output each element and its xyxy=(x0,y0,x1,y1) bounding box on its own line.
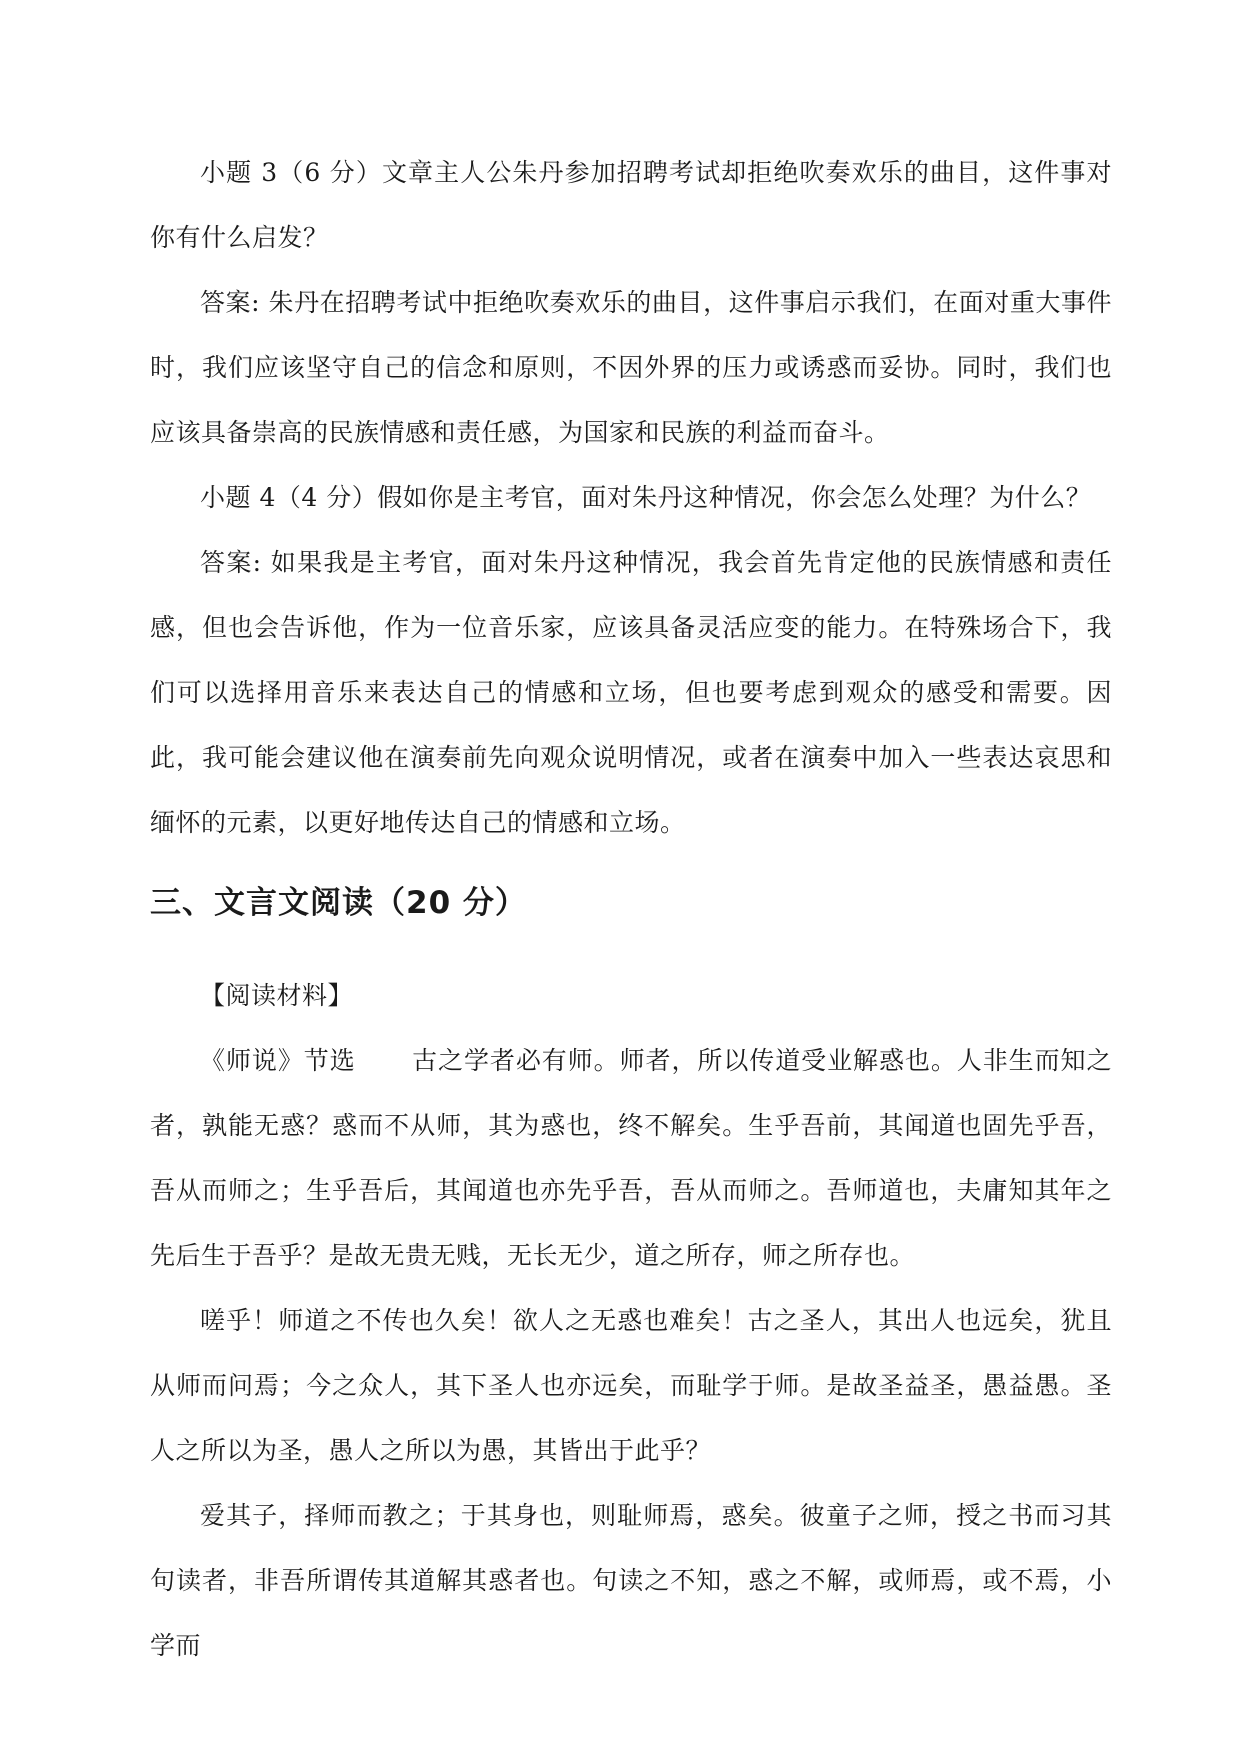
material-label: 【阅读材料】 xyxy=(200,981,354,1010)
q4-question: 小题 4（4 分）假如你是主考官，面对朱丹这种情况，你会怎么处理？为什么？ xyxy=(200,483,1092,512)
passage-paragraph-1 xyxy=(150,1028,1112,1288)
section-heading: 三、文言文阅读（20 分） xyxy=(150,885,527,921)
passage-paragraph-3: 爱其子，择师而教之；于其身也，则耻师焉，惑矣。彼童子之师，授之书而习其句读者，非吾所谓传其道解其惑者也。句读之不知，惑之不解，或师焉，或不焉，小学而 xyxy=(150,1501,1112,1660)
passage-title: 《师说》节选 xyxy=(200,1046,356,1075)
q3-answer: 答案: 朱丹在招聘考试中拒绝吹奏欢乐的曲目，这件事启示我们，在面对重大事件时，我们应该坚守自己的信念和原则，不因外界的压力或诱惑而妥协。同时，我们也应该具备崇高的民族情感和责任感，为国家和民族的利益而奋斗。 xyxy=(150,288,1112,447)
q4-answer: 答案: 如果我是主考官，面对朱丹这种情况，我会首先肯定他的民族情感和责任感，但也会告诉他，作为一位音乐家，应该具备灵活应变的能力。在特殊场合下，我们可以选择用音乐来表达自己的情感和立场，但也要考虑到观众的感受和需要。因此，我可能会建议他在演奏前先向观众说明情况，或者在演奏中加入一些表达哀思和缅怀的元素，以更好地传达自己的情感和立场。 xyxy=(150,548,1112,837)
document-page xyxy=(150,140,1112,1678)
passage-text-1: 古之学者必有师。师者，所以传道受业解惑也。人非生而知之者，孰能无惑？惑而不从师，其为惑也，终不解矣。生乎吾前，其闻道也固先乎吾，吾从而师之；生乎吾后，其闻道也亦先乎吾，吾从而师之。吾师道也，夫庸知其年之先后生于吾乎？是故无贵无贱，无长无少，道之所存，师之所存也。 xyxy=(150,1046,1112,1270)
passage-paragraph-2: 嗟乎！师道之不传也久矣！欲人之无惑也难矣！古之圣人，其出人也远矣，犹且从师而问焉；今之众人，其下圣人也亦远矣，而耻学于师。是故圣益圣，愚益愚。圣人之所以为圣，愚人之所以为愚，其皆出于此乎？ xyxy=(150,1306,1112,1465)
q3-question: 小题 3（6 分）文章主人公朱丹参加招聘考试却拒绝吹奏欢乐的曲目，这件事对你有什么启发？ xyxy=(150,158,1112,252)
